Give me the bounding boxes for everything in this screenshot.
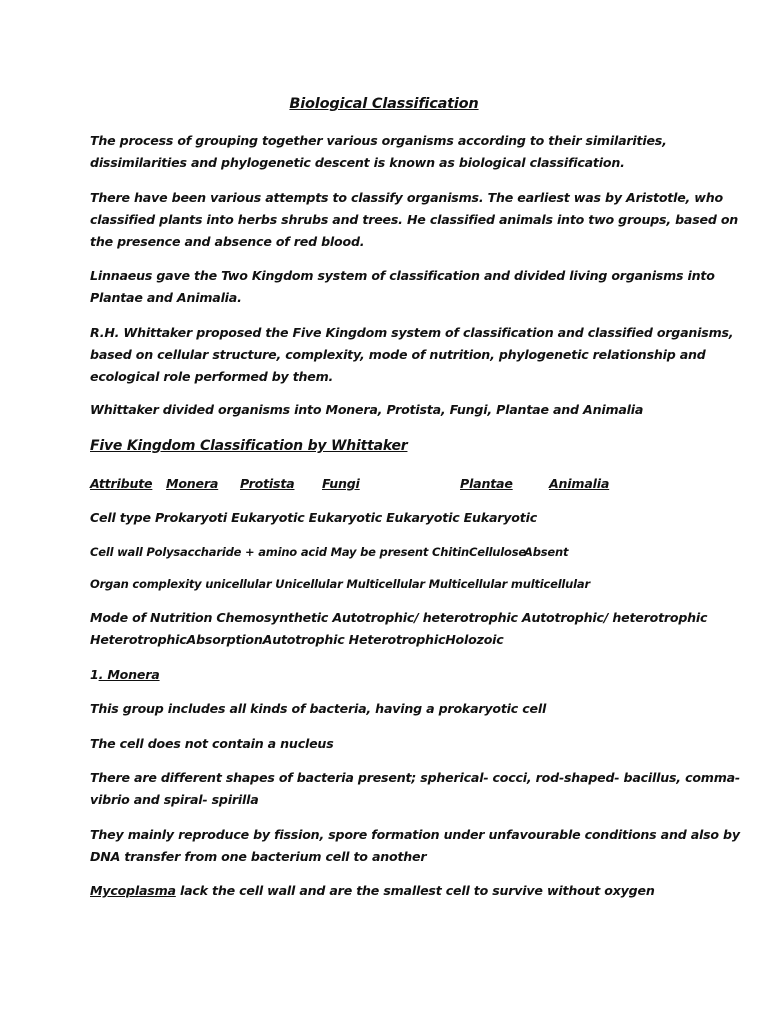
- intro-line-2: dissimilarities and phylogenetic descent is known as biological classification.: [90, 155, 625, 170]
- intro-line-1: The process of grouping together various organisms according to their similarities,: [90, 133, 667, 148]
- table-row-organ-complexity: Organ complexity unicellular Unicellular Multicellular Multicellular multicellular: [90, 577, 590, 591]
- monera-point-2: The cell does not contain a nucleus: [90, 736, 334, 751]
- reproduction-line-1: They mainly reproduce by fission, spore formation under unfavourable conditions and also by: [90, 827, 740, 842]
- shapes-line-1: There are different shapes of bacteria present; spherical- cocci, rod-shaped- bacillus, comma-: [90, 770, 740, 785]
- table-header-monera: Monera: [166, 476, 219, 491]
- monera-number: 1: [90, 667, 99, 682]
- table-header-plantae: Plantae: [460, 476, 513, 491]
- history-line-2: classified plants into herbs shrubs and trees. He classified animals into two groups, based on: [90, 212, 739, 227]
- monera-heading: [90, 667, 160, 682]
- monera-title: . Monera: [98, 667, 160, 682]
- mycoplasma-description: lack the cell wall and are the smallest cell to survive without oxygen: [175, 883, 655, 898]
- whittaker-line-3: ecological role performed by them.: [90, 369, 334, 384]
- table-cell-wall-absent: Absent: [524, 545, 569, 559]
- table-header-animalia: Animalia: [549, 476, 610, 491]
- history-line-3: the presence and absence of red blood.: [90, 234, 365, 249]
- mycoplasma-term: Mycoplasma: [90, 883, 176, 898]
- whittaker-divided-line: Whittaker divided organisms into Monera, Protista, Fungi, Plantae and Animalia: [90, 402, 644, 417]
- whittaker-line-1: R.H. Whittaker proposed the Five Kingdom system of classification and classified organisms,: [90, 325, 734, 340]
- monera-point-1: This group includes all kinds of bacteria, having a prokaryotic cell: [90, 701, 547, 716]
- reproduction-line-2: DNA transfer from one bacterium cell to another: [90, 849, 427, 864]
- document-title: Biological Classification: [289, 96, 479, 112]
- shapes-line-2: vibrio and spiral- spirilla: [90, 792, 259, 807]
- section-heading: Five Kingdom Classification by Whittaker: [90, 438, 408, 454]
- table-row-cell-type: Cell type Prokaryoti Eukaryotic Eukaryotic Eukaryotic Eukaryotic: [90, 510, 537, 525]
- table-row-cell-wall: Cell wall Polysaccharide + amino acid May be present ChitinCellulose: [90, 545, 526, 559]
- table-header-attribute: Attribute: [90, 476, 153, 491]
- history-line-1: There have been various attempts to classify organisms. The earliest was by Aristotle, who: [90, 190, 723, 205]
- table-row-nutrition-line-2: HeterotrophicAbsorptionAutotrophic HeterotrophicHolozoic: [90, 632, 504, 647]
- table-header-fungi: Fungi: [322, 476, 360, 491]
- table-header-protista: Protista: [240, 476, 295, 491]
- linnaeus-line-1: Linnaeus gave the Two Kingdom system of classification and divided living organisms into: [90, 268, 715, 283]
- table-row-nutrition-line-1: Mode of Nutrition Chemosynthetic Autotrophic/ heterotrophic Autotrophic/ heterotrophic: [90, 610, 708, 625]
- mycoplasma-line: [90, 883, 655, 898]
- linnaeus-line-2: Plantae and Animalia.: [90, 290, 242, 305]
- whittaker-line-2: based on cellular structure, complexity, mode of nutrition, phylogenetic relationship and: [90, 347, 706, 362]
